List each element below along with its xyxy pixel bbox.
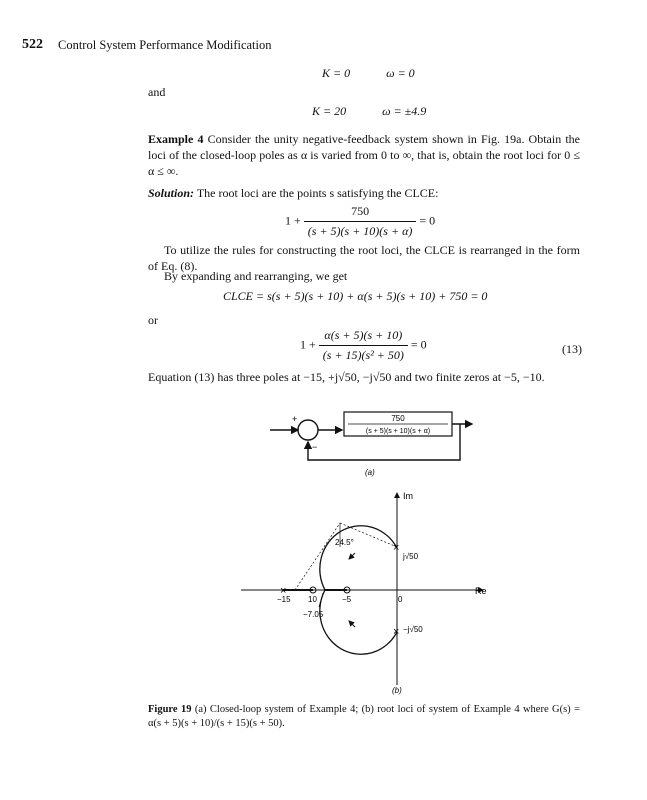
neg-pole-label: −j√50 [403,625,423,634]
equation-k0-w: ω = 0 [386,66,415,80]
pos-pole-label: j√50 [403,552,419,561]
page-number: 522 [22,37,43,52]
pole-pos: × [393,542,400,554]
tick-m5: −5 [342,595,352,604]
equation-k20-w: ω = ±4.9 [382,104,427,118]
eq1-rhs: = 0 [419,213,436,228]
example-paragraph [148,131,580,179]
tf-numerator: 750 [391,414,405,423]
example-label: Example 4 [148,132,204,146]
eq13-numerator: α(s + 5)(s + 10) [319,328,408,346]
running-title: Control System Performance Modification [58,38,272,52]
plus-sign: + [292,414,298,424]
figure-b-label: (b) [392,686,402,695]
equation-k20 [312,104,426,119]
equation-clce-fraction [285,204,435,239]
tick-zero: 0 [398,595,403,604]
tick-m10: 10 [308,595,317,604]
angle-label: 24.5° [335,538,354,547]
figure-caption [148,703,580,731]
eq13-rhs: = 0 [410,337,427,352]
block-diagram [260,400,480,480]
eq13-fraction [319,328,408,363]
poles-paragraph: Equation (13) has three poles at −15, +j√50, −j√50 and two finite zeros at −5, −10. [148,370,545,384]
and-word: and [148,85,166,99]
root-locus-plot [235,485,495,700]
equation-k0-k: K = 0 [322,66,351,80]
eq13-number: (13) [562,342,582,356]
tf-denominator: (s + 5)(s + 10)(s + α) [365,428,431,435]
re-label: Re [475,586,487,596]
equation-k20-k: K = 20 [312,104,347,118]
solution-text: The root loci are the points s satisfying the CLCE: [196,186,439,200]
eq1-fraction [304,204,417,239]
eq1-one-plus: 1 + [285,213,301,228]
eq1-numerator: 750 [304,204,417,222]
solution-paragraph [148,185,580,201]
pole-neg: × [393,626,400,638]
tick-m15: −15 [277,595,291,604]
departure-guide [295,523,340,590]
break-label: −7.05 [303,610,324,619]
eq1-denominator: (s + 5)(s + 10)(s + α) [307,224,413,238]
rules-paragraph: To utilize the rules for constructing the root loci, the CLCE is rearranged in the form of Eq. (8). [148,243,580,273]
or-word: or [148,313,158,327]
direction-arrow-bottom [349,621,355,627]
caption-label: Figure 19 [148,704,192,715]
direction-arrow-top [349,553,355,559]
pole-m15: × [280,585,287,597]
equation-k0 [322,66,415,81]
example-text: Consider the unity negative-feedback system shown in Fig. 19a. Obtain the loci of the closed-loop poles as α is varied from 0 to ∞, that is, obtain the root loci for 0 ≤ α ≤ ∞. [148,132,580,178]
summing-junction [298,420,318,440]
solution-label: Solution: [148,186,195,200]
equation-13 [300,328,427,363]
expand-paragraph: By expanding and rearranging, we get [164,269,348,283]
caption-text: (a) Closed-loop system of Example 4; (b) root loci of system of Example 4 where G(s) = α(s + 5)(s + 10)/(s + 15)(s + 50). [148,704,580,729]
figure-a-label: (a) [365,468,375,477]
eq13-one-plus: 1 + [300,337,316,352]
im-label: Im [403,491,413,501]
minus-sign: − [312,442,318,452]
equation-clce-expanded: CLCE = s(s + 5)(s + 10) + α(s + 5)(s + 10) + 750 = 0 [223,289,488,303]
break-leader [319,593,323,607]
eq13-denominator: (s + 15)(s² + 50) [322,348,404,362]
